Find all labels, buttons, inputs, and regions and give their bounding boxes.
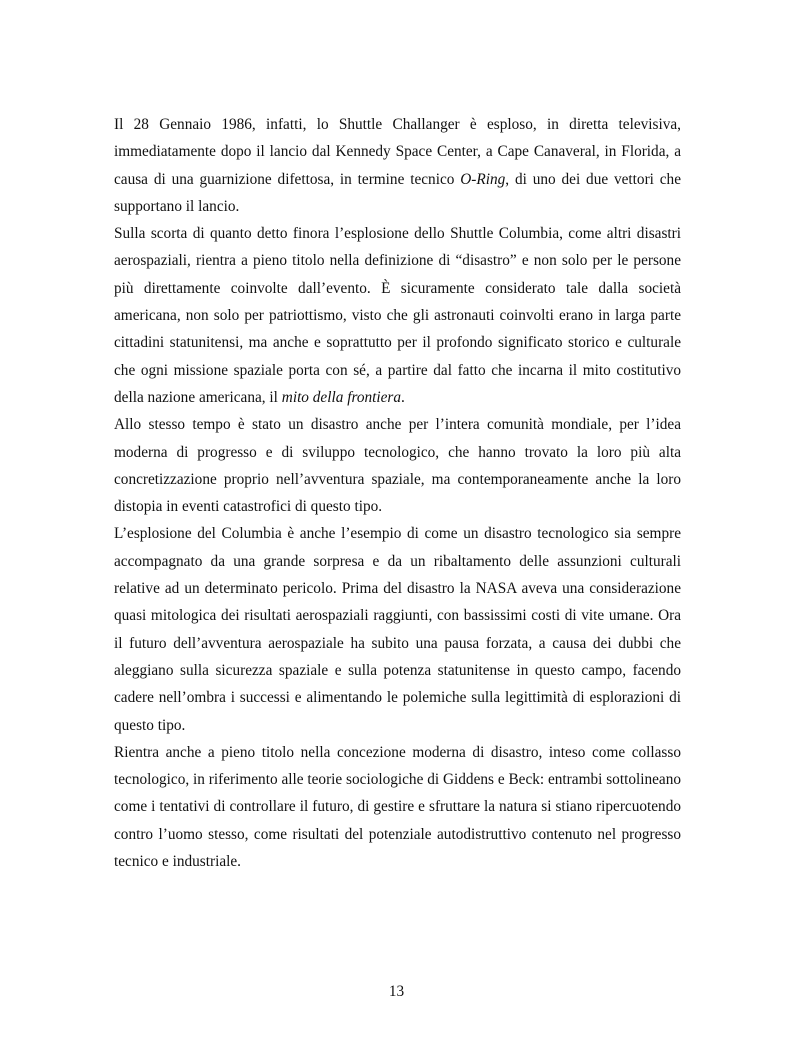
paragraph-4 xyxy=(114,520,681,738)
paragraph-5 xyxy=(114,739,681,875)
paragraph-text: . xyxy=(401,388,405,406)
paragraph-text: Il 28 Gennaio 1986, infatti, lo Shuttle Challanger è esploso, in diretta televisiva, immediatamente dopo il lancio dal Kennedy Space Center, a Cape Canaveral, in Florida, a causa di una guarnizione difettosa, in termine tecnico xyxy=(114,116,681,188)
paragraph-text: L’esplosione del Columbia è anche l’esempio di come un disastro tecnologico sia sempre accompagnato da una grande sorpresa e da un ribaltamento delle assunzioni culturali relative ad un determinato pericolo. Prima del disastro la NASA aveva una considerazione quasi mitologica dei risultati aerospaziali raggiunti, con bassissimi costi di vite umane. Ora il futuro dell’avventura aerospaziale ha subito una pausa forzata, a causa dei dubbi che aleggiano sulla sicurezza spaziale e sulla potenza statunitense in questo campo, facendo cadere nell’ombra i successi e alimentando le polemiche sulla legittimità di esplorazioni di questo tipo. xyxy=(114,525,681,734)
page-number: 13 xyxy=(388,983,405,1000)
paragraph-text: Rientra anche a pieno titolo nella concezione moderna di disastro, inteso come collasso tecnologico, in riferimento alle teorie sociologiche di Giddens e Beck: entrambi sottolineano come i tentativi di controllare il futuro, di gestire e sfruttare la natura si stiano ripercuotendo contro l’uomo stesso, come risultati del potenziale autodistruttivo contenuto nel progresso tecnico e industriale. xyxy=(114,743,681,871)
italic-term-o-ring: O-Ring xyxy=(460,170,506,188)
italic-term-mito-della-frontiera: mito della frontiera xyxy=(281,388,402,406)
paragraph-text: Sulla scorta di quanto detto finora l’esplosione dello Shuttle Columbia, come altri disastri aerospaziali, rientra a pieno titolo nella definizione di “disastro” e non solo per le persone più direttamente coinvolte dall’evento. È sicuramente considerato tale dalla società americana, non solo per patriottismo, visto che gli astronauti coinvolti erano in larga parte cittadini statunitensi, ma anche e soprattutto per il profondo significato storico e culturale che ogni missione spaziale porta con sé, a partire dal fatto che incarna il mito costitutivo della nazione americana, il xyxy=(114,225,681,406)
paragraph-2 xyxy=(114,220,681,411)
paragraph-text: , di uno dei due vettori che supportano il lancio. xyxy=(114,170,681,215)
body-text xyxy=(114,111,681,875)
paragraph-text: Allo stesso tempo è stato un disastro anche per l’intera comunità mondiale, per l’idea moderna di progresso e di sviluppo tecnologico, che hanno trovato la loro più alta concretizzazione proprio nell’avventura spaziale, ma contemporaneamente anche la loro distopia in eventi catastrofici di questo tipo. xyxy=(114,416,681,516)
paragraph-3 xyxy=(114,411,681,520)
paragraph-1 xyxy=(114,111,681,220)
